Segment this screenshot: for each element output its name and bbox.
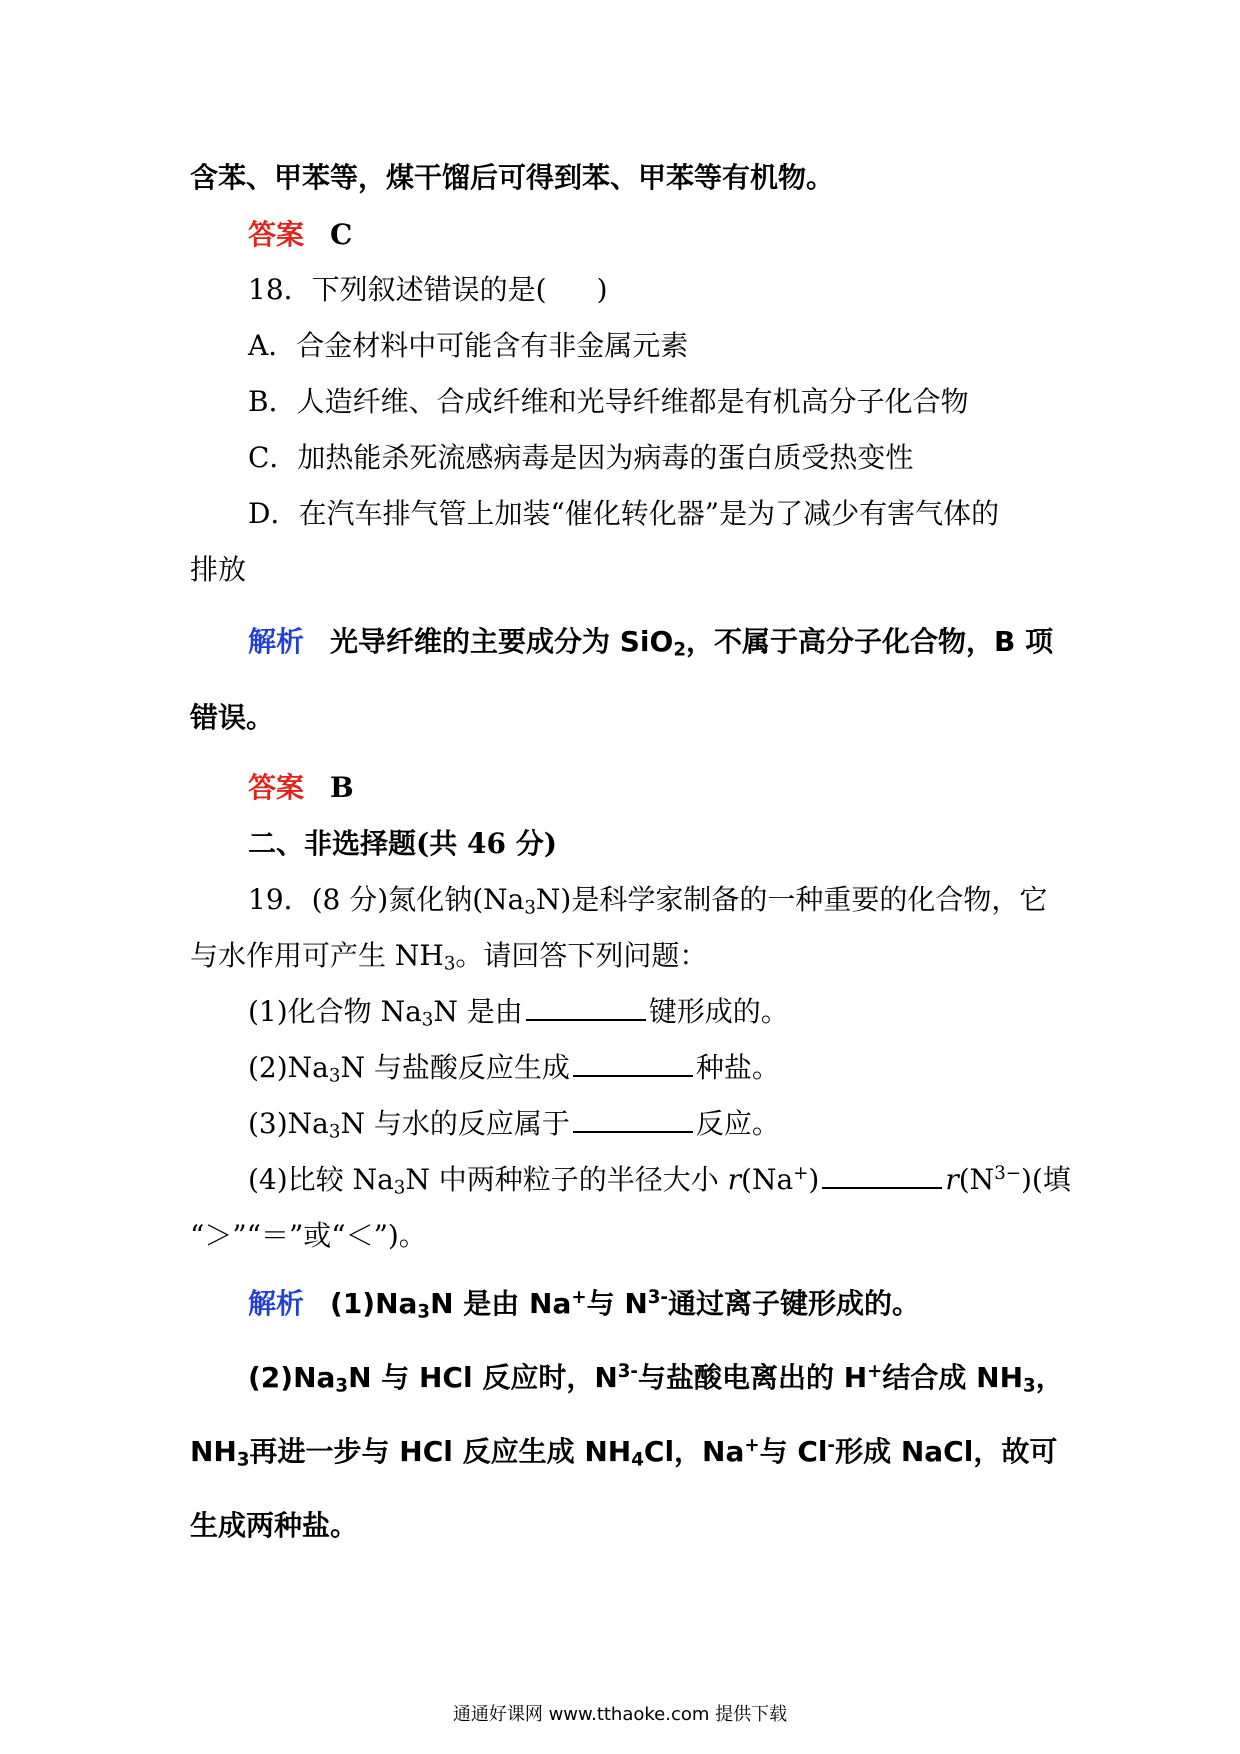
question-19-part-2: $(2)Na_3N$ 与盐酸反应生成 种盐。 (248, 1051, 780, 1087)
page-footer: 通通好课网 www.tthaoke.com 提供下载 (452, 1704, 788, 1725)
answer-value: B (330, 771, 354, 804)
question-19-part-3: $(3)Na_3N$ 与水的反应属于 反应。 (248, 1107, 780, 1143)
section-heading: 二、非选择题(共 46 分) (248, 827, 557, 860)
explanation-18-line-2: 错误。 (190, 701, 275, 734)
option-a: A．合金材料中可能含有非金属元素 (248, 329, 689, 362)
answer-label: 答案 (248, 218, 305, 251)
explanation-19-line-4: 生成两种盐。 (190, 1509, 359, 1542)
answer-17 (248, 217, 352, 253)
fill-blank (573, 1107, 693, 1133)
explanation-19-line-1: 解析 $(1)Na_3N$ 是由 Na+与 $N^{3-}$通过离子键形成的。 (248, 1287, 921, 1323)
option-d-line-1: D．在汽车排气管上加装“催化转化器”是为了减少有害气体的 (248, 497, 1000, 530)
explanation-label: 解析 (248, 625, 305, 658)
explanation-19-line-2: $(2)Na_3N$ 与 HCl 反应时，$N^{3-}$与盐酸电离出的 H+结合成 $NH_3$， (248, 1361, 1064, 1397)
question-19-part-1: (1)化合物 $Na_3N$ 是由 键形成的。 (248, 995, 789, 1031)
text-line-1: 含苯、甲苯等，煤干馏后可得到苯、甲苯等有机物。 (190, 161, 835, 194)
option-d-line-2: 排放 (190, 553, 247, 586)
question-19-line-1: 19．(8 分)氮化钠$(Na_3N)$是科学家制备的一种重要的化合物，它 (248, 883, 1048, 919)
option-b: B．人造纤维、合成纤维和光导纤维都是有机高分子化合物 (248, 385, 969, 418)
explanation-19-line-3: $NH_3$再进一步与 HCl 反应生成 $NH_4Cl$，Na+与 Cl-形成 NaCl，故可 (190, 1435, 1058, 1471)
fill-blank (822, 1163, 942, 1189)
question-19-part-4-line-2: “＞”“＝”或“＜”)。 (190, 1219, 427, 1252)
fill-blank (573, 1051, 693, 1077)
question-19-part-4: (4)比较 $Na_3N$ 中两种粒子的半径大小 r(Na+) $r(N^{3-})$(填 (248, 1163, 1071, 1199)
explanation-label: 解析 (248, 1287, 305, 1320)
option-c: C．加热能杀死流感病毒是因为病毒的蛋白质受热变性 (248, 441, 914, 474)
answer-label: 答案 (248, 771, 305, 804)
answer-value: C (330, 218, 353, 251)
question-19-line-2: 与水作用可产生 $NH_3$。请回答下列问题： (190, 939, 708, 975)
question-18-stem: 18．下列叙述错误的是( ) (248, 273, 608, 306)
answer-18 (248, 770, 354, 806)
fill-blank (526, 995, 646, 1021)
explanation-18: 解析 光导纤维的主要成分为 SiO$_2$，不属于高分子化合物，B 项 (248, 625, 1054, 661)
